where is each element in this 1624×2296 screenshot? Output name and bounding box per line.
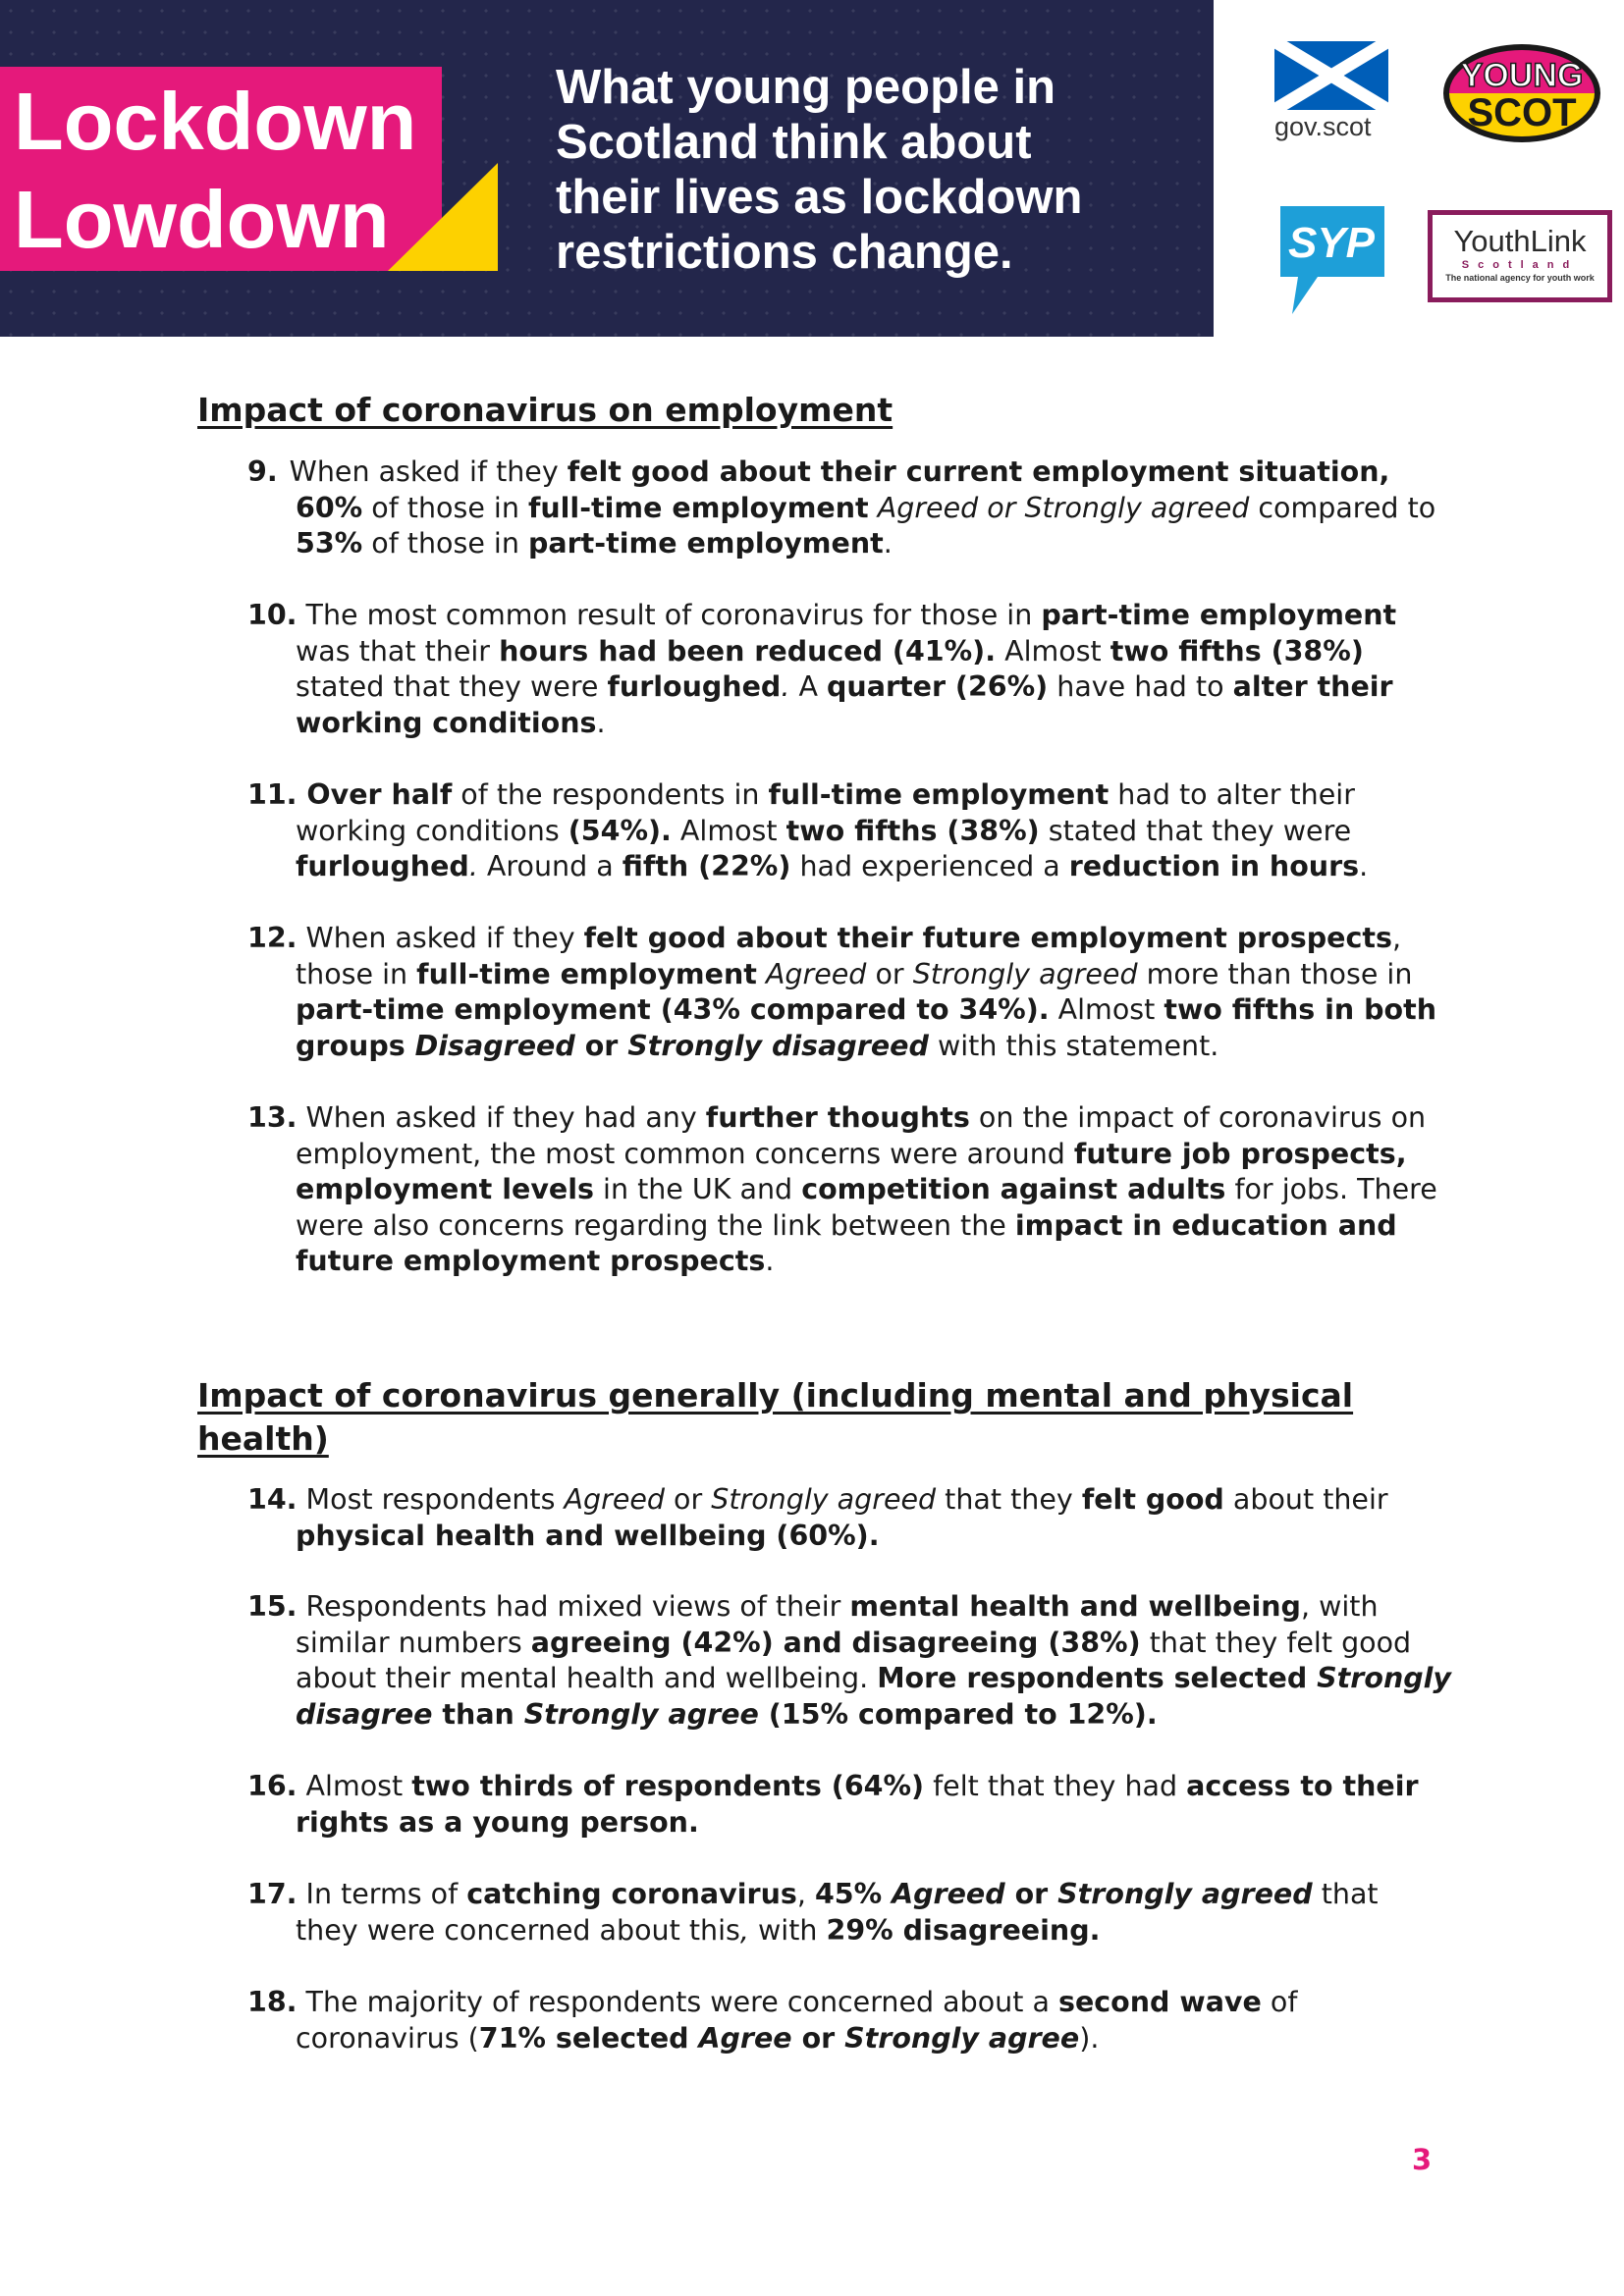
text: coronavirus ( [296, 2021, 479, 2055]
text: second wave [1057, 1986, 1262, 2018]
text: stated that they were [296, 670, 608, 704]
text: stated that they were [1039, 814, 1352, 847]
text: 53% [296, 527, 363, 561]
text: or [664, 1483, 712, 1516]
text: disagree [296, 1697, 433, 1731]
text: , with [1300, 1590, 1379, 1623]
text: . [883, 527, 893, 561]
text: of those in [362, 527, 528, 561]
text: or [574, 1029, 628, 1062]
line [247, 1519, 1455, 1555]
banner-tagline-line3: their lives as lockdown [556, 171, 1083, 224]
text: had experienced a [790, 850, 1069, 883]
text: 60% [296, 491, 363, 524]
line [247, 1661, 1455, 1697]
line [247, 814, 1455, 850]
text: Almost [671, 814, 786, 847]
text: than [432, 1697, 524, 1731]
text: they were concerned about this [296, 1913, 740, 1947]
text: about their [1223, 1483, 1388, 1516]
point-number: 15. [247, 1590, 298, 1623]
text: hours had been reduced (41%). [499, 634, 997, 667]
text [757, 958, 766, 990]
text: those in [296, 957, 417, 990]
text: (54%). [568, 814, 672, 847]
youthlink-tagline: The national agency for youth work [1445, 273, 1595, 283]
text: When asked if they [289, 455, 568, 488]
line [247, 1913, 1455, 1949]
text: felt good about their future employment prospects [583, 922, 1392, 954]
text: two thirds of respondents (64%) [411, 1770, 925, 1802]
section-heading-employment: Impact of coronavirus on employment [197, 391, 893, 429]
youthlink-region: Scotland [1461, 259, 1579, 271]
line [247, 706, 1455, 742]
text: Strongly [1317, 1662, 1451, 1695]
govscot-text: gov.scot [1274, 112, 1372, 141]
banner-tagline-line1: What young people in [556, 61, 1056, 114]
section-heading-line2: health) [197, 1419, 329, 1458]
text: part-time employment (43% compared to 34%). [296, 993, 1050, 1027]
line [247, 491, 1455, 527]
banner-tagline-line2: Scotland think about [556, 116, 1032, 169]
govscot-logo [1274, 41, 1392, 149]
point-number: 18. [247, 1986, 298, 2018]
text: Respondents had mixed views of their [297, 1590, 850, 1623]
text: When asked if they [297, 922, 584, 954]
line [247, 849, 1455, 885]
text: full-time employment [527, 491, 869, 524]
svg-text:SCOT: SCOT [1467, 91, 1577, 134]
text: Over half [297, 778, 453, 811]
text: . [1359, 850, 1369, 883]
text: or [1004, 1878, 1058, 1910]
text: physical health and wellbeing (60%). [296, 1519, 880, 1552]
text: employment, the most common concerns were around [296, 1137, 1074, 1170]
text: that [1312, 1878, 1379, 1910]
youngscot-badge-icon [1439, 39, 1604, 147]
line [247, 1208, 1455, 1245]
point-number: 14. [247, 1483, 298, 1516]
text: felt that they had [924, 1770, 1187, 1802]
line [247, 957, 1455, 993]
text: Strongly agreed [711, 1483, 937, 1516]
point-17 [247, 1877, 1455, 1949]
text: Disagreed [414, 1029, 575, 1062]
text: furloughed [296, 850, 469, 883]
text: 71% selected [478, 2021, 699, 2055]
point-16 [247, 1769, 1455, 1841]
youthlink-name: YouthLink [1453, 224, 1587, 258]
text: had to alter their [1109, 778, 1355, 811]
text: future employment prospects [296, 1245, 766, 1278]
text: Strongly agree [844, 2021, 1080, 2055]
point-14 [247, 1482, 1455, 1554]
line [247, 1172, 1455, 1208]
text: Agree [698, 2021, 792, 2055]
text: compared to [1249, 491, 1436, 524]
text: (15% compared to 12%). [758, 1697, 1158, 1731]
text: working conditions [296, 706, 597, 739]
point-18 [247, 1985, 1455, 2056]
text: of [1261, 1986, 1298, 2018]
text: When asked if they had any [297, 1101, 706, 1134]
text: groups [296, 1029, 415, 1062]
text: A [789, 670, 828, 704]
syp-logo [1274, 196, 1392, 318]
banner-title [14, 73, 426, 269]
banner-tagline-line4: restrictions change. [556, 226, 1013, 279]
text: . [596, 706, 606, 739]
text: part-time employment [527, 527, 884, 561]
point-number: 17. [247, 1878, 298, 1910]
text: Around a [477, 850, 623, 883]
line [247, 634, 1455, 670]
text: rights as a young person. [296, 1805, 699, 1839]
text: on the impact of coronavirus on [969, 1101, 1427, 1134]
text: ). [1079, 2021, 1100, 2055]
text: impact in education and [1014, 1208, 1397, 1242]
text: agreeing (42%) and disagreeing (38%) [530, 1626, 1141, 1659]
point-number: 16. [247, 1770, 298, 1802]
text: competition against adults [801, 1173, 1226, 1206]
text: Strongly agreed [912, 957, 1138, 990]
text: Strongly disagreed [627, 1029, 929, 1062]
text: or [791, 2021, 845, 2055]
text: Almost [1049, 993, 1164, 1027]
text: for jobs. There [1225, 1173, 1437, 1206]
text: more than those in [1137, 957, 1413, 990]
text: catching coronavirus [466, 1878, 797, 1910]
line [247, 2021, 1455, 2057]
text: working conditions [296, 814, 568, 847]
text: fifth (22%) [622, 850, 791, 883]
youthlink-logo [1428, 210, 1612, 302]
svg-text:SYP: SYP [1287, 219, 1376, 267]
point-12 [247, 921, 1455, 1064]
text: , [796, 1878, 815, 1910]
text: employment levels [296, 1173, 594, 1206]
text: Strongly agreed [1057, 1878, 1313, 1910]
text: similar numbers [296, 1626, 531, 1659]
text: alter their [1232, 670, 1393, 704]
text: future job prospects, [1073, 1137, 1407, 1170]
text: full-time employment [768, 778, 1110, 811]
text: mental health and wellbeing [849, 1590, 1301, 1623]
text: The most common result of coronavirus for those in [297, 599, 1042, 631]
text: Almost [996, 634, 1110, 667]
line [247, 526, 1455, 562]
text: part-time employment [1041, 599, 1397, 631]
text: full-time employment [416, 957, 757, 990]
text: furloughed [607, 670, 782, 704]
point-10 [247, 598, 1455, 741]
text: 45% [814, 1878, 893, 1910]
line [247, 1697, 1455, 1734]
text: access to their [1186, 1770, 1419, 1802]
text: . [765, 1245, 775, 1278]
text: Agreed or Strongly agreed [877, 491, 1250, 524]
text: More respondents selected [877, 1662, 1318, 1695]
text: two fifths in both [1164, 993, 1436, 1027]
text: felt good about their current employment situation, [567, 455, 1390, 488]
line [247, 1805, 1455, 1842]
section-heading-line1: Impact of coronavirus generally (including mental and physical [197, 1376, 1354, 1415]
banner-title-line1: Lockdown [14, 76, 417, 167]
point-15 [247, 1589, 1455, 1733]
line [247, 992, 1455, 1029]
text: Agreed [892, 1878, 1005, 1910]
text: reduction in hours [1068, 850, 1360, 883]
text: or [866, 957, 913, 990]
text: felt good [1081, 1483, 1224, 1516]
text: that they [936, 1483, 1082, 1516]
youngscot-logo [1439, 39, 1604, 147]
line [247, 1029, 1455, 1065]
text: The majority of respondents were concerned about a [297, 1986, 1058, 2018]
page-number: 3 [1412, 2143, 1433, 2176]
text: have had to [1048, 670, 1233, 704]
banner-tagline [556, 60, 1164, 280]
text: in the UK and [593, 1173, 802, 1206]
text: quarter (26%) [827, 670, 1049, 704]
text: were also concerns regarding the link between the [296, 1208, 1015, 1242]
text: about their mental health and wellbeing. [296, 1662, 878, 1695]
text: Agreed [765, 957, 867, 990]
line [247, 1137, 1455, 1173]
text: , [1391, 922, 1402, 954]
svg-text:YOUNG: YOUNG [1460, 57, 1584, 94]
text: Strongly agree [523, 1697, 759, 1731]
text: of those in [362, 491, 528, 524]
section-heading-general [197, 1374, 1353, 1461]
point-number: 10. [247, 599, 298, 631]
saltire-icon [1274, 41, 1388, 110]
text: with this statement. [928, 1029, 1219, 1062]
text: two fifths (38%) [785, 814, 1040, 847]
point-number: 11. [247, 778, 298, 811]
line [247, 669, 1455, 706]
header-banner [0, 0, 1214, 337]
text [869, 492, 878, 524]
text: , [739, 1913, 749, 1947]
syp-speech-bubble-icon [1274, 196, 1392, 318]
text: In terms of [297, 1878, 467, 1910]
line [247, 1626, 1455, 1662]
text: was that their [296, 634, 500, 667]
text: with [748, 1913, 827, 1947]
text: 29% disagreeing. [826, 1913, 1101, 1947]
point-13 [247, 1100, 1455, 1280]
text: of the respondents in [452, 778, 769, 811]
point-9 [247, 454, 1455, 562]
text: . [781, 670, 790, 704]
text: Most respondents [297, 1483, 565, 1516]
text: . [468, 850, 478, 883]
text: Almost [297, 1770, 412, 1802]
text: further thoughts [705, 1101, 970, 1134]
point-number: 13. [247, 1101, 298, 1134]
text: two fifths (38%) [1110, 634, 1364, 667]
line [247, 1244, 1455, 1280]
banner-title-line2: Lowdown [14, 174, 390, 265]
point-number: 12. [247, 922, 298, 954]
point-11 [247, 777, 1455, 885]
point-number: 9. [247, 455, 278, 488]
text: Agreed [564, 1483, 665, 1516]
text: that they felt good [1140, 1626, 1412, 1659]
